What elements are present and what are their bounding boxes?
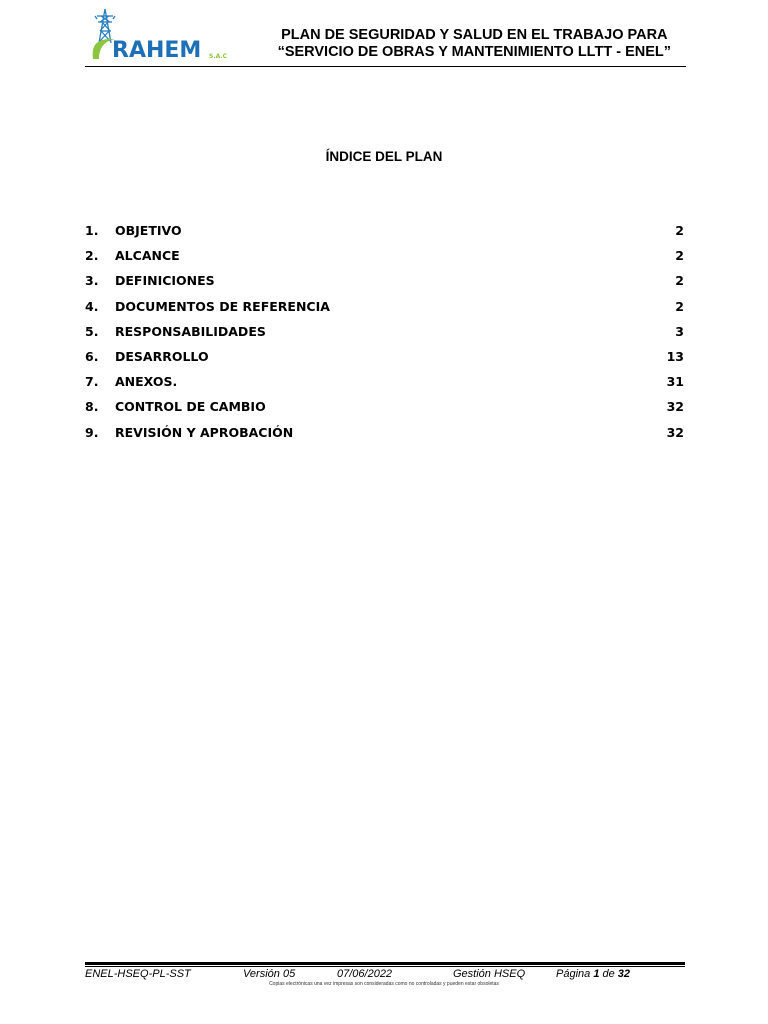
toc-page-number: 32 <box>666 399 684 415</box>
toc-label: CONTROL DE CAMBIO <box>115 399 266 415</box>
toc-label: REVISIÓN Y APROBACIÓN <box>115 424 294 440</box>
toc-entry-responsabilidades[interactable] <box>85 323 684 348</box>
document-version: Versión 05 <box>243 968 296 980</box>
toc-page-number: 31 <box>666 374 684 390</box>
toc-number: 1. <box>85 223 99 238</box>
page-separator: de <box>599 968 618 980</box>
logo-suffix: S.A.C <box>209 53 228 60</box>
toc-page-number: 3 <box>675 323 684 339</box>
toc-number: 8. <box>85 399 99 415</box>
toc-label: ANEXOS. <box>115 374 178 390</box>
document-code: ENEL-HSEQ-PL-SST <box>85 968 191 980</box>
toc-label: RESPONSABILIDADES <box>115 323 266 339</box>
toc-page-number: 13 <box>666 348 684 364</box>
toc-label: DOCUMENTOS DE REFERENCIA <box>115 298 330 314</box>
toc-number: 6. <box>85 348 99 364</box>
toc-label: OBJETIVO <box>115 223 182 238</box>
copy-disclaimer: Copias electrónicas una vez impresas son consideradas como no controladas y pueden estar obsoletas <box>269 981 499 987</box>
page-footer <box>85 968 685 982</box>
toc-number: 7. <box>85 374 99 390</box>
footer-divider-thick <box>85 962 685 965</box>
toc-number: 9. <box>85 424 99 440</box>
toc-number: 3. <box>85 273 99 289</box>
rahem-logo-icon <box>85 5 235 67</box>
total-pages: 32 <box>617 968 631 980</box>
index-heading: ÍNDICE DEL PLAN <box>325 149 443 164</box>
table-of-contents <box>85 222 684 449</box>
header-divider <box>85 66 686 67</box>
toc-entry-desarrollo[interactable] <box>85 348 684 373</box>
document-title-line-2: “SERVICIO DE OBRAS Y MANTENIMIENTO LLTT - ENEL” <box>277 44 671 60</box>
toc-entry-definiciones[interactable] <box>85 272 684 297</box>
toc-entry-objetivo[interactable] <box>85 222 684 247</box>
company-logo <box>85 5 235 67</box>
toc-page-number: 2 <box>675 298 684 314</box>
current-page: 1 <box>593 968 600 980</box>
page-prefix: Página <box>556 968 594 980</box>
toc-number: 4. <box>85 298 99 314</box>
document-date: 07/06/2022 <box>337 968 393 980</box>
toc-label: ALCANCE <box>115 248 180 264</box>
document-title-line-1: PLAN DE SEGURIDAD Y SALUD EN EL TRABAJO PARA <box>281 27 668 43</box>
toc-entry-alcance[interactable] <box>85 247 684 272</box>
page-header <box>85 5 685 67</box>
toc-page-number: 2 <box>675 273 684 289</box>
logo-wordmark: RAHEM <box>112 38 202 63</box>
toc-number: 5. <box>85 323 99 339</box>
toc-label: DEFINICIONES <box>115 273 215 289</box>
toc-entry-documentos-de-referencia[interactable] <box>85 298 684 323</box>
toc-page-number: 32 <box>666 424 684 440</box>
footer-divider-thin <box>85 966 685 967</box>
document-area: Gestión HSEQ <box>453 968 526 980</box>
toc-entry-anexos[interactable] <box>85 373 684 398</box>
toc-entry-revision-y-aprobacion[interactable] <box>85 424 684 449</box>
toc-number: 2. <box>85 248 99 264</box>
toc-page-number: 2 <box>675 223 684 238</box>
document-title <box>278 27 671 61</box>
toc-page-number: 2 <box>675 248 684 264</box>
toc-label: DESARROLLO <box>115 348 209 364</box>
toc-entry-control-de-cambio[interactable] <box>85 398 684 423</box>
page-indicator <box>556 968 630 980</box>
